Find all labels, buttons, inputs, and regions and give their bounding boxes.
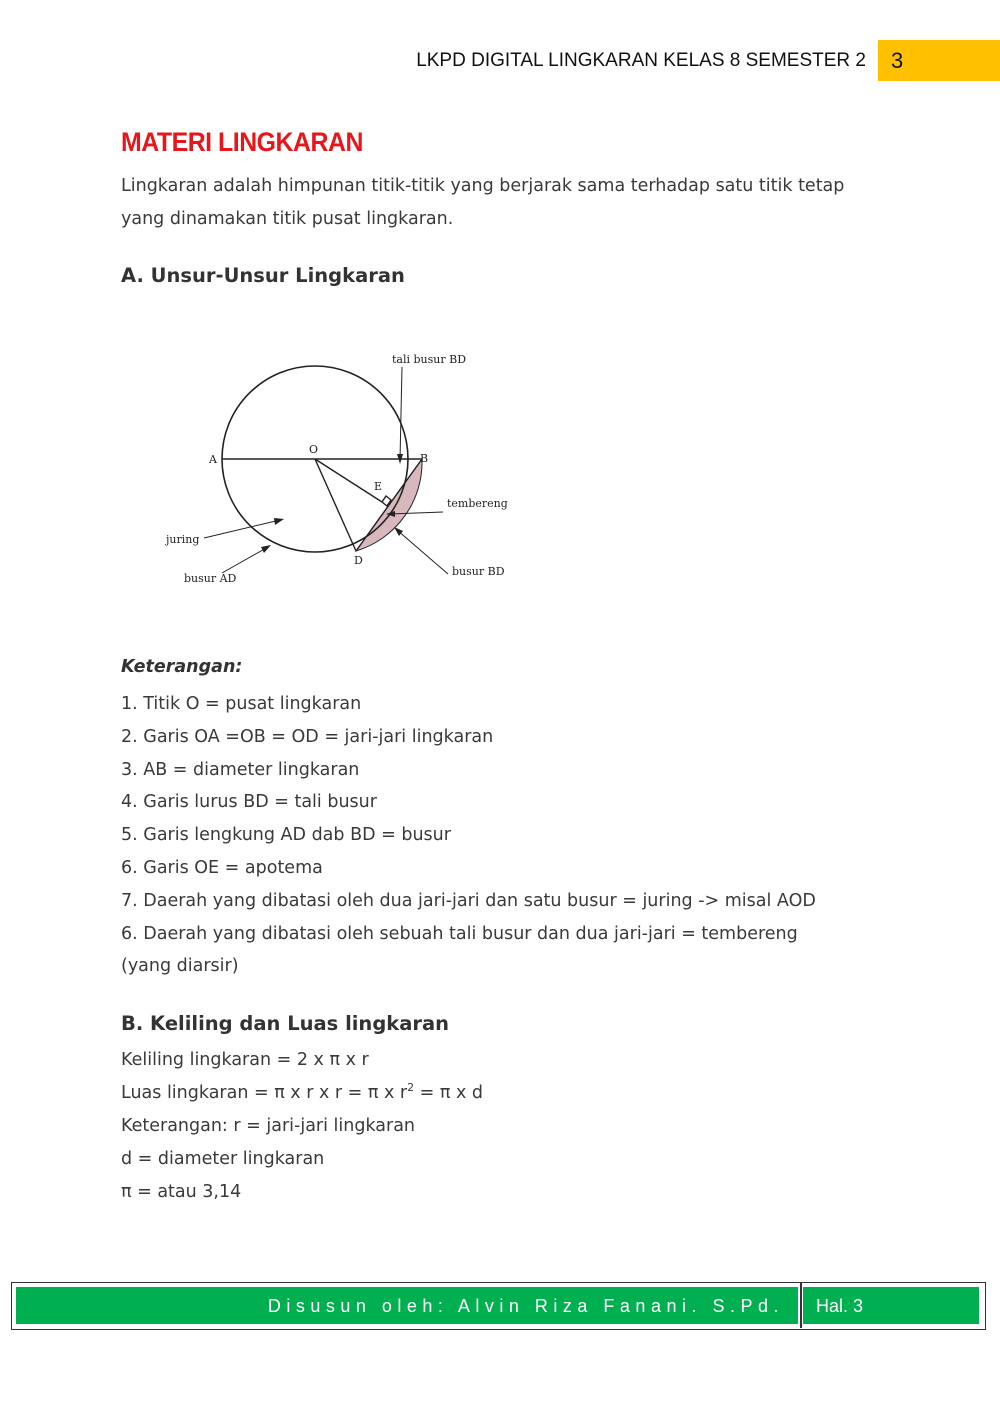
arrow-tali-busur bbox=[400, 367, 402, 460]
section-b-heading: B. Keliling dan Luas lingkaran bbox=[121, 1012, 450, 1035]
keterangan-d: d = diameter lingkaran bbox=[121, 1149, 325, 1169]
label-tali-busur: tali busur BD bbox=[392, 353, 467, 366]
label-a: A bbox=[209, 453, 217, 466]
label-e: E bbox=[374, 480, 383, 493]
list-item: 1. Titik O = pusat lingkaran bbox=[121, 694, 362, 714]
list-item: 6. Daerah yang dibatasi oleh sebuah tali busur dan dua jari-jari = tembereng bbox=[121, 923, 798, 944]
keterangan-list bbox=[121, 688, 901, 983]
arrow-busur-bd bbox=[397, 530, 448, 574]
keterangan-pi: π = atau 3,14 bbox=[121, 1182, 242, 1202]
arrow-juring-head bbox=[274, 518, 284, 525]
arrow-busur-ad bbox=[222, 547, 268, 573]
footer-author: Disusun oleh: Alvin Riza Fanani. S.Pd. bbox=[16, 1287, 798, 1324]
formula-block bbox=[121, 1044, 901, 1209]
list-item: 7. Daerah yang dibatasi oleh dua jari-jari dan satu busur = juring -> misal AOD bbox=[121, 890, 816, 911]
luas-formula bbox=[121, 1077, 901, 1110]
keterangan-r: Keterangan: r = jari-jari lingkaran bbox=[121, 1116, 416, 1136]
arrow-busur-ad-head bbox=[261, 545, 271, 553]
footer-divider bbox=[800, 1283, 802, 1328]
luas-formula-exponent: 2 bbox=[407, 1081, 415, 1095]
footer bbox=[11, 1282, 986, 1330]
section-a-heading: A. Unsur-Unsur Lingkaran bbox=[121, 264, 405, 287]
list-item: (yang diarsir) bbox=[121, 956, 239, 977]
label-busur-ad: busur AD bbox=[184, 572, 237, 585]
label-busur-bd: busur BD bbox=[452, 565, 505, 578]
list-item: 3. AB = diameter lingkaran bbox=[121, 759, 360, 780]
luas-formula-suffix: = π x d bbox=[414, 1083, 484, 1103]
intro-paragraph: Lingkaran adalah himpunan titik-titik yang berjarak sama terhadap satu titik tetap yang dinamakan titik pusat lingkaran. bbox=[121, 176, 845, 229]
keterangan-label: Keterangan: bbox=[121, 657, 243, 677]
label-d: D bbox=[354, 554, 363, 567]
luas-formula-prefix: Luas lingkaran = π x r x r = π x r bbox=[121, 1083, 408, 1103]
list-item: 6. Garis OE = apotema bbox=[121, 857, 323, 878]
page-number-badge: 3 bbox=[878, 40, 1000, 81]
list-item: 5. Garis lengkung AD dab BD = busur bbox=[121, 825, 451, 846]
document-header-title: LKPD DIGITAL LINGKARAN KELAS 8 SEMESTER 2 bbox=[416, 50, 866, 71]
page-title: MATERI LINGKARAN bbox=[121, 127, 363, 157]
circle-diagram bbox=[150, 340, 530, 600]
label-juring: juring bbox=[166, 533, 200, 546]
arrow-juring bbox=[204, 520, 280, 538]
label-o: O bbox=[309, 443, 319, 456]
label-b: B bbox=[420, 452, 429, 465]
footer-page-number: Hal. 3 bbox=[803, 1287, 979, 1324]
list-item: 4. Garis lurus BD = tali busur bbox=[121, 792, 377, 813]
keliling-formula: Keliling lingkaran = 2 x π x r bbox=[121, 1050, 369, 1070]
label-tembereng: tembereng bbox=[447, 497, 508, 510]
list-item: 2. Garis OA =OB = OD = jari-jari lingkaran bbox=[121, 726, 494, 747]
